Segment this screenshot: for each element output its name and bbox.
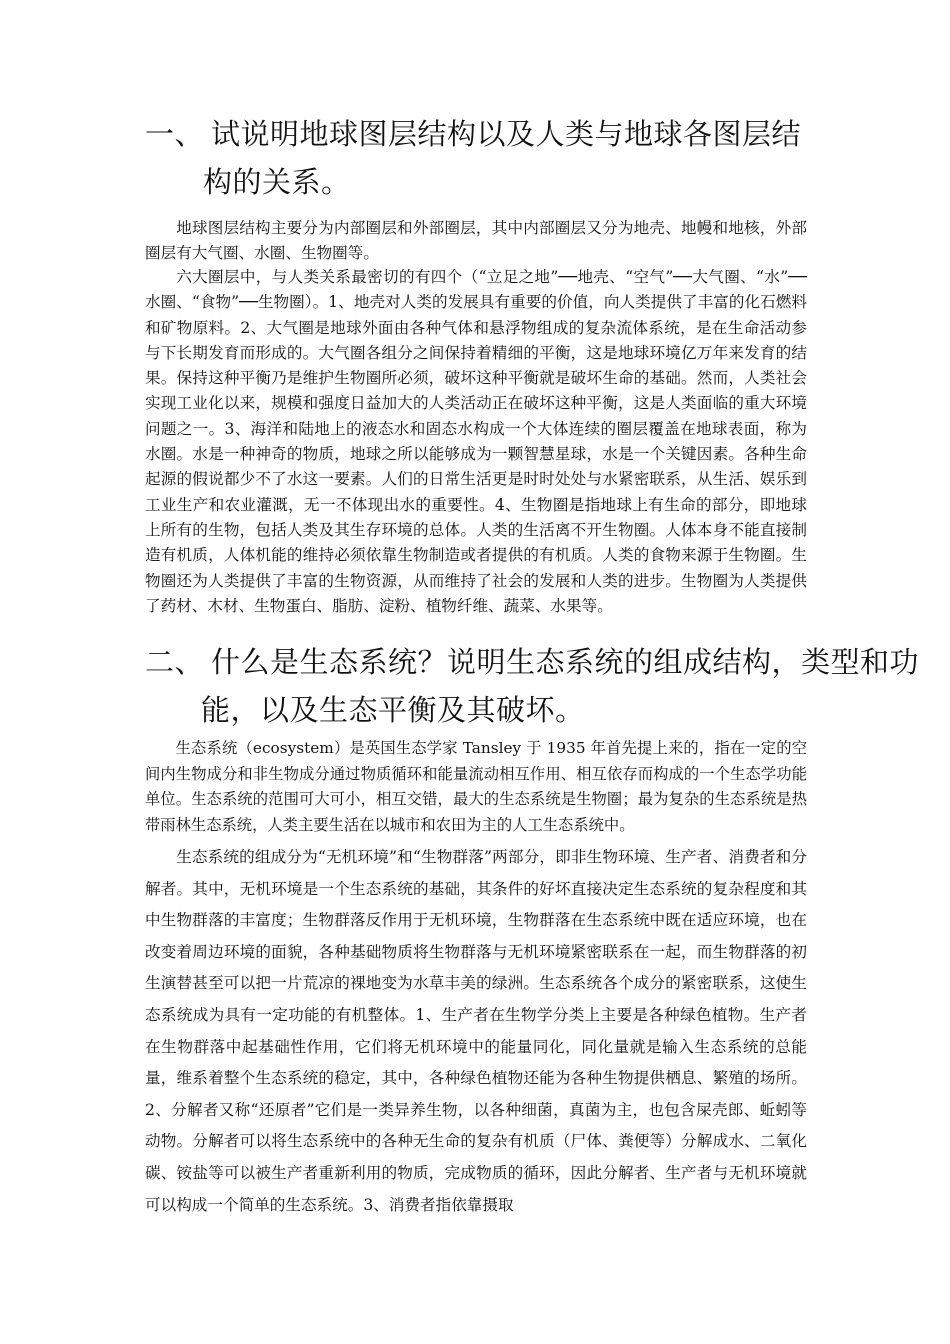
section-2-paragraph-1: 生态系统（ecosystem）是英国生态学家 Tansley 于 1935 年首先提上来的，指在一定的空间内生物成分和非生物成分通过物质循环和能量流动相互作用、相互依存而构成的一个生态学功能单位。生态系统的范围可大可小，相互交错，最大的生态系统是生物圈；最为复杂的生态系统是热带雨林生态系统，人类主要生活在以城市和农田为主的人工生态系统中。: [145, 739, 807, 834]
section-2-title-line2: 能，以及生态平衡及其破坏。: [201, 693, 585, 727]
section-2-title-line1: 什么是生态系统？说明生态系统的组成结构，类型和功: [211, 645, 920, 679]
section-1-paragraph-1: 地球图层结构主要分为内部圈层和外部圈层，其中内部圈层又分为地壳、地幔和地核，外部圈层有大气圈、水圈、生物圈等。: [145, 219, 807, 262]
section-1-heading: [145, 112, 815, 153]
section-2-number: 二、: [145, 645, 205, 679]
section-1-title-line1: 试说明地球图层结构以及人类与地球各图层结: [211, 117, 802, 151]
section-1-title-line2: 构的关系。: [203, 165, 351, 199]
section-2-paragraph-2: 生态系统的组成分为“无机环境”和“生物群落”两部分，即非生物环境、生产者、消费者和分解者。其中，无机环境是一个生态系统的基础，其条件的好坏直接决定生态系统的复杂程度和其中生物群落的丰富度；生物群落反作用于无机环境，生物群落在生态系统中既在适应环境，也在改变着周边环境的面貌，各种基础物质将生物群落与无机环境紧密联系在一起，而生物群落的初生演替甚至可以把一片荒凉的裸地变为水草丰美的绿洲。生态系统各个成分的紧密联系，这使生态系统成为具有一定功能的有机整体。1、生产者在生物学分类上主要是各种绿色植物。生产者在生物群落中起基础性作用，它们将无机环境中的能量同化，同化量就是输入生态系统的总能量，维系着整个生态系统的稳定，其中，各种绿色植物还能为各种生物提供栖息、繁殖的场所。2、分解者又称“还原者”它们是一类异养生物，以各种细菌，真菌为主，也包含屎壳郎、蚯蚓等动物。分解者可以将生态系统中的各种无生命的复杂有机质（尸体、粪便等）分解成水、二氧化碳、铵盐等可以被生产者重新利用的物质，完成物质的循环，因此分解者、生产者与无机环境就可以构成一个简单的生态系统。3、消费者指依靠摄取: [145, 848, 807, 1214]
section-2-heading: [145, 640, 920, 681]
section-1-paragraph-2: 六大圈层中，与人类关系最密切的有四个（“立足之地”──地壳、“空气”──大气圈、“水”──水圈、“食物”──生物圈）。1、地壳对人类的发展具有重要的价值，向人类提供了丰富的化石燃料和矿物原料。2、大气圈是地球外面由各种气体和悬浮物组成的复杂流体系统，是在生命活动参与下长期发育而形成的。大气圈各组分之间保持着精细的平衡，这是地球环境亿万年来发育的结果。保持这种平衡乃是维护生物圈所必须，破坏这种平衡就是破坏生命的基础。然而，人类社会实现工业化以来，规模和强度日益加大的人类活动正在破坏这种平衡，这是人类面临的重大环境问题之一。3、海洋和陆地上的液态水和固态水构成一个大体连续的圈层覆盖在地球表面，称为水圈。水是一种神奇的物质，地球之所以能够成为一颗智慧星球，水是一个关键因素。各种生命起源的假说都少不了水这一要素。人们的日常生活更是时时处处与水紧密联系，从生活、娱乐到工业生产和农业灌溉，无一不体现出水的重要性。4、生物圈是指地球上有生命的部分，即地球上所有的生物，包括人类及其生存环境的总体。人类的生活离不开生物圈。人体本身不能直接制造有机质，人体机能的维持必须依靠生物制造或者提供的有机质。人类的食物来源于生物圈。生物圈还为人类提供了丰富的生物资源，从而维持了社会的发展和人类的进步。生物圈为人类提供了药材、木材、生物蛋白、脂肪、淀粉、植物纤维、蔬菜、水果等。: [145, 268, 807, 615]
section-1-number: 一、: [145, 117, 205, 151]
